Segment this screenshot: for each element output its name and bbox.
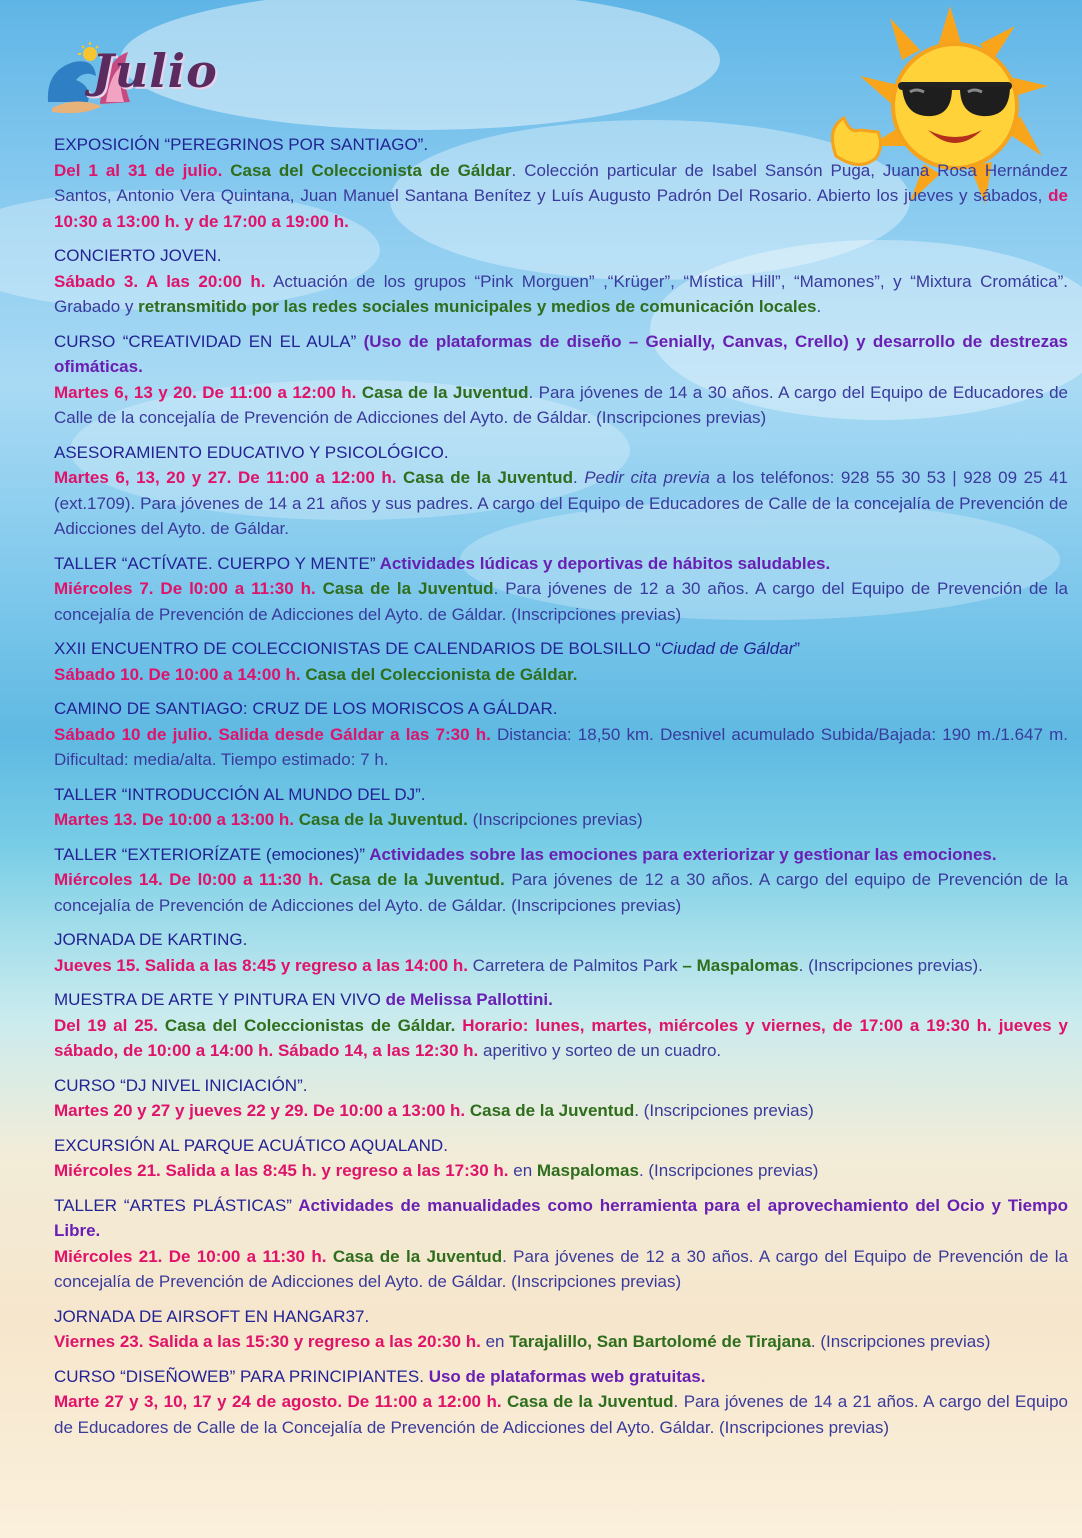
event-title: TALLER “INTRODUCCIÓN AL MUNDO DEL DJ”.: [54, 784, 426, 804]
event-body: aperitivo y sorteo de un cuadro.: [478, 1041, 722, 1060]
event-date: Del 19 al 25.: [54, 1015, 158, 1035]
event-body: . Para jóvenes de 12 a 30 años. A cargo del Equipo de Prevención de la concejalía de Prevención de Adicciones del Ayto. de Gáldar. (Inscripciones previas): [54, 1246, 1068, 1291]
event-place: Casa de la Juventud: [356, 382, 529, 402]
event-title: CURSO “CREATIVIDAD EN EL AULA”: [54, 331, 357, 351]
event-item: [54, 1304, 1068, 1355]
event-title: CAMINO DE SANTIAGO: CRUZ DE LOS MORISCOS A GÁLDAR.: [54, 699, 558, 718]
event-body: . Para jóvenes de 14 a 30 años. A cargo del Equipo de Educadores de Calle de la concejalía de Prevención de Adicciones del Ayto. de Gáldar. (Inscripciones previas): [54, 382, 1068, 427]
event-body: en: [508, 1161, 537, 1180]
event-title: JORNADA DE KARTING.: [54, 930, 248, 949]
event-place: Casa del Coleccionista de Gáldar: [230, 160, 512, 180]
event-item: [54, 636, 1068, 687]
event-title: CURSO “DJ NIVEL INICIACIÓN”.: [54, 1075, 308, 1095]
event-item: [54, 1073, 1068, 1124]
event-item: [54, 243, 1068, 320]
event-date: Martes 6, 13 y 20. De 11:00 a 12:00 h.: [54, 382, 357, 402]
event-date: Miércoles 21. Salida a las 8:45 h. y regreso a las 17:30 h.: [54, 1161, 509, 1180]
event-date: Miércoles 7. De l0:00 a 11:30 h.: [54, 579, 316, 598]
event-place: Casa del Coleccionista de Gáldar.: [300, 664, 578, 684]
event-item: [54, 927, 1068, 978]
event-item: [54, 440, 1068, 542]
event-place: Casa de la Juventud: [326, 1246, 503, 1266]
event-item: [54, 1364, 1068, 1441]
event-desc: Actividades lúdicas y deportivas de hábitos saludables.: [375, 553, 831, 573]
event-body: (Inscripciones previas): [467, 810, 643, 829]
event-desc: Uso de plataformas web gratuitas.: [423, 1366, 706, 1386]
event-place: Casa de la Juventud: [501, 1392, 674, 1411]
event-item: [54, 132, 1068, 234]
event-place: – Maspalomas: [682, 955, 799, 975]
event-body: Carretera de Palmitos Park: [467, 955, 683, 975]
event-hours: de 10:30 a 13:00 h. y de 17:00 a 19:00 h.: [54, 186, 1068, 231]
event-title: CONCIERTO JOVEN.: [54, 246, 222, 265]
event-title: CURSO “DISEÑOWEB” PARA PRINCIPIANTES.: [54, 1366, 424, 1386]
event-desc: (Uso de plataformas de diseño – Genially, Canvas, Crello) y desarrollo de destrezas ofimáticas.: [54, 331, 1068, 376]
event-italic: Pedir cita previa: [584, 468, 710, 487]
month-title: Julio: [92, 44, 218, 98]
event-desc: Actividades sobre las emociones para exteriorizar y gestionar las emociones.: [365, 844, 997, 864]
event-item: [54, 329, 1068, 431]
event-item: [54, 782, 1068, 833]
event-date: Miércoles 21. De 10:00 a 11:30 h.: [54, 1246, 327, 1266]
event-title: XXII ENCUENTRO DE COLECCIONISTAS DE CALENDARIOS DE BOLSILLO “: [54, 639, 662, 658]
event-date: Martes 6, 13, 20 y 27. De 11:00 a 12:00 h.: [54, 468, 397, 487]
event-item: [54, 1193, 1068, 1295]
event-title: TALLER “ARTES PLÁSTICAS”: [54, 1195, 292, 1215]
event-place: retransmitido por las redes sociales municipales y medios de comunicación locales: [138, 297, 817, 316]
event-title: TALLER “EXTERIORÍZATE (emociones)”: [54, 844, 366, 864]
event-body-pre: .: [572, 468, 585, 487]
event-body: . (Inscripciones previas): [634, 1101, 814, 1120]
event-body: Actuación de los grupos “Pink Morguen” ,“Krüger”, “Mística Hill”, “Mamones”, y “Mixtura Cromática”. Grabado y: [54, 271, 1068, 316]
event-place: Tarajalillo, San Bartolomé de Tirajana: [509, 1332, 811, 1351]
event-body: Para jóvenes de 12 a 30 años. A cargo del equipo de Prevención de la concejalía de Prevención de Adicciones del Ayto. de Gáldar. (Inscripciones previas): [54, 870, 1068, 915]
event-date: Sábado 3. A las 20:00 h.: [54, 271, 266, 291]
event-date: Martes 20 y 27 y jueves 22 y 29. De 10:00 a 13:00 h.: [54, 1101, 466, 1120]
event-item: [54, 551, 1068, 628]
event-title: ASESORAMIENTO EDUCATIVO Y PSICOLÓGICO.: [54, 442, 449, 462]
event-item: [54, 1133, 1068, 1184]
event-item: [54, 987, 1068, 1064]
event-end: . (Inscripciones previas): [638, 1161, 819, 1180]
event-title: EXCURSIÓN AL PARQUE ACUÁTICO AQUALAND.: [54, 1135, 448, 1155]
event-place: Casa de la Juventud.: [294, 810, 468, 829]
event-date: Del 1 al 31 de julio.: [54, 160, 223, 180]
event-title: MUESTRA DE ARTE Y PINTURA EN VIVO: [54, 990, 381, 1009]
event-desc: Actividades de manualidades como herramienta para el aprovechamiento del Ocio y Tiempo Libre.: [54, 1195, 1068, 1240]
event-date: Sábado 10. De 10:00 a 14:00 h.: [54, 664, 301, 684]
event-title: TALLER “ACTÍVATE. CUERPO Y MENTE”: [54, 553, 376, 573]
event-item: [54, 696, 1068, 773]
event-title: EXPOSICIÓN “PEREGRINOS POR SANTIAGO”.: [54, 135, 429, 154]
event-date: Marte 27 y 3, 10, 17 y 24 de agosto. De 11:00 a 12:00 h.: [54, 1392, 502, 1411]
event-end: .: [816, 297, 822, 316]
event-date: Sábado 10 de julio. Salida desde Gáldar a las 7:30 h.: [54, 724, 491, 744]
event-date: Viernes 23. Salida a las 15:30 y regreso a las 20:30 h.: [54, 1332, 481, 1351]
event-place: Casa del Coleccionistas de Gáldar.: [157, 1015, 456, 1035]
event-place: Maspalomas: [536, 1161, 639, 1180]
event-date: Martes 13. De 10:00 a 13:00 h.: [54, 810, 295, 829]
event-body: a los teléfonos: 928 55 30 53 | 928 09 25 41 (ext.1709). Para jóvenes de 14 a 21 años y sus padres. A cargo del Equipo de Educadores de Calle de la concejalía de Prevención de Adicciones del Ayto. de Gáldar.: [54, 468, 1068, 538]
event-title-end: ”: [794, 639, 801, 658]
event-body: en: [480, 1332, 510, 1351]
event-place: Casa de la Juventud: [465, 1101, 635, 1120]
event-place: Casa de la Juventud: [396, 468, 573, 487]
event-desc: de Melissa Pallottini.: [380, 990, 553, 1009]
event-place: Casa de la Juventud: [315, 579, 494, 598]
event-end: . (Inscripciones previas): [810, 1332, 991, 1351]
event-place: Casa de la Juventud.: [323, 870, 505, 889]
event-body: . Para jóvenes de 14 a 21 años. A cargo del Equipo de Educadores de Calle de la Concejalía de Prevención de Adicciones del Ayto. Gáldar. (Inscripciones previas): [54, 1392, 1068, 1437]
event-title: JORNADA DE AIRSOFT EN HANGAR37.: [54, 1306, 370, 1326]
event-date: Miércoles 14. De l0:00 a 11:30 h.: [54, 870, 324, 889]
event-body: . Para jóvenes de 12 a 30 años. A cargo del Equipo de Prevención de la concejalía de Prevención de Adicciones del Ayto. de Gáldar. (Inscripciones previas): [54, 579, 1068, 624]
event-date: Jueves 15. Salida a las 8:45 y regreso a las 14:00 h.: [54, 955, 468, 975]
events-list: [54, 132, 1068, 1449]
event-title-italic: Ciudad de Gáldar: [661, 639, 795, 658]
event-body: . Colección particular de Isabel Sansón Puga, Juana Rosa Hernández Santos, Antonio Vera Quintana, Juan Manuel Santana Benítez y Luís Augusto Padrón Del Rosario. Abierto los jueves y sábados,: [54, 160, 1068, 205]
event-hours: Horario: lunes, martes, miércoles y viernes, de 17:00 a 19:30 h. jueves y sábado, de 10:00 a 14:00 h. Sábado 14, a las 12:30 h.: [54, 1015, 1069, 1060]
event-body: Distancia: 18,50 km. Desnivel acumulado Subida/Bajada: 190 m./1.647 m. Dificultad: media/alta. Tiempo estimado: 7 h.: [54, 724, 1068, 769]
event-item: [54, 842, 1068, 919]
event-end: . (Inscripciones previas).: [798, 955, 983, 975]
